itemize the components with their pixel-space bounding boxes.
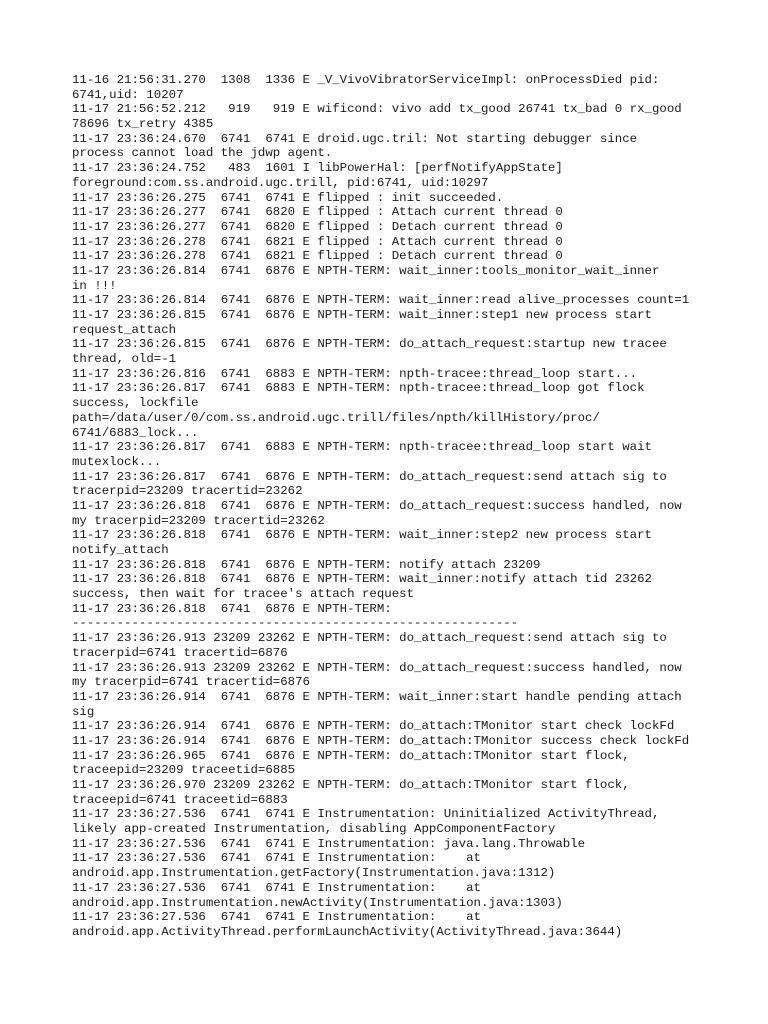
log-line: 11-17 23:36:26.277 6741 6820 E flipped : Detach current thread 0 bbox=[72, 219, 563, 234]
log-line: 6741/6883_lock... bbox=[72, 425, 199, 440]
log-line: tracerpid=23209 tracertid=23262 bbox=[72, 484, 303, 499]
log-line: notify_attach bbox=[72, 543, 169, 557]
log-line: thread, old=-1 bbox=[72, 352, 177, 367]
log-line: tracerpid=6741 tracertid=6876 bbox=[72, 645, 288, 660]
log-line: 11-17 23:36:27.536 6741 6741 E Instrumentation: at bbox=[72, 851, 481, 866]
log-line: 11-17 23:36:26.817 6741 6883 E NPTH-TERM: npth-tracee:thread_loop got flock bbox=[72, 381, 645, 396]
log-line: 11-17 23:36:24.752 483 1601 I libPowerHal: [perfNotifyAppState] bbox=[72, 161, 563, 176]
log-line: 11-17 23:36:26.965 6741 6876 E NPTH-TERM: do_attach:TMonitor start flock, bbox=[72, 748, 630, 763]
log-line: my tracerpid=23209 tracertid=23262 bbox=[72, 513, 325, 528]
log-line: 78696 tx_retry 4385 bbox=[72, 117, 214, 132]
log-line: 11-17 23:36:26.817 6741 6883 E NPTH-TERM: npth-tracee:thread_loop start wait bbox=[72, 440, 652, 455]
log-line: 11-17 23:36:26.815 6741 6876 E NPTH-TERM: wait_inner:step1 new process start bbox=[72, 308, 652, 322]
log-line: 11-17 23:36:27.536 6741 6741 E Instrumentation: at bbox=[72, 910, 481, 925]
log-line: likely app-created Instrumentation, disabling AppComponentFactory bbox=[72, 822, 556, 837]
log-line: android.app.ActivityThread.performLaunchActivity(ActivityThread.java:3644) bbox=[72, 924, 623, 939]
log-line: success, lockfile bbox=[72, 396, 199, 411]
log-line: android.app.Instrumentation.getFactory(Instrumentation.java:1312) bbox=[72, 866, 556, 881]
log-line: 11-17 23:36:27.536 6741 6741 E Instrumentation: at bbox=[72, 880, 481, 895]
log-line: process cannot load the jdwp agent. bbox=[72, 146, 333, 161]
log-line: android.app.Instrumentation.newActivity(Instrumentation.java:1303) bbox=[72, 895, 563, 910]
log-line: 11-17 23:36:26.818 6741 6876 E NPTH-TERM: wait_inner:notify attach tid 23262 bbox=[72, 572, 652, 587]
log-line: 11-17 23:36:26.277 6741 6820 E flipped : Attach current thread 0 bbox=[72, 205, 563, 220]
log-line: my tracerpid=6741 tracertid=6876 bbox=[72, 675, 310, 690]
log-line: 11-17 23:36:26.814 6741 6876 E NPTH-TERM: wait_inner:read alive_processes count=1 bbox=[72, 293, 690, 308]
log-line: 6741,uid: 10207 bbox=[72, 87, 184, 102]
log-line: 11-17 23:36:26.913 23209 23262 E NPTH-TERM: do_attach_request:success handled, now bbox=[72, 660, 682, 675]
log-line: success, then wait for tracee's attach request bbox=[72, 587, 415, 602]
log-line: 11-17 23:36:26.275 6741 6741 E flipped : init succeeded. bbox=[72, 190, 504, 205]
log-line: 11-17 23:36:26.814 6741 6876 E NPTH-TERM: wait_inner:tools_monitor_wait_inner bbox=[72, 263, 660, 278]
log-line: 11-16 21:56:31.270 1308 1336 E _V_VivoVibratorServiceImpl: onProcessDied pid: bbox=[72, 73, 660, 87]
log-line: 11-17 23:36:27.536 6741 6741 E Instrumentation: Uninitialized ActivityThread, bbox=[72, 807, 660, 822]
log-line: request_attach bbox=[72, 322, 177, 337]
log-line: sig bbox=[72, 704, 95, 719]
log-line: 11-17 23:36:26.278 6741 6821 E flipped : Detach current thread 0 bbox=[72, 249, 563, 264]
log-line: 11-17 23:36:26.816 6741 6883 E NPTH-TERM: npth-tracee:thread_loop start... bbox=[72, 366, 638, 381]
log-line: 11-17 23:36:26.278 6741 6821 E flipped : Attach current thread 0 bbox=[72, 234, 563, 249]
log-line: 11-17 23:36:26.914 6741 6876 E NPTH-TERM: wait_inner:start handle pending attach bbox=[72, 689, 682, 704]
log-line: foreground:com.ss.android.ugc.trill, pid:6741, uid:10297 bbox=[72, 175, 489, 190]
log-line: 11-17 23:36:26.913 23209 23262 E NPTH-TERM: do_attach_request:send attach sig to bbox=[72, 631, 667, 646]
log-line: traceepid=23209 traceetid=6885 bbox=[72, 763, 296, 778]
log-line: path=/data/user/0/com.ss.android.ugc.trill/files/npth/killHistory/proc/ bbox=[72, 410, 600, 425]
log-line: 11-17 23:36:26.818 6741 6876 E NPTH-TERM: wait_inner:step2 new process start bbox=[72, 528, 652, 543]
log-line: ------------------------------------------------------------ bbox=[72, 616, 519, 631]
log-line: 11-17 23:36:26.818 6741 6876 E NPTH-TERM: do_attach_request:success handled, now bbox=[72, 498, 682, 513]
log-line: 11-17 23:36:26.914 6741 6876 E NPTH-TERM: do_attach:TMonitor start check lockFd bbox=[72, 719, 675, 734]
log-line: 11-17 21:56:52.212 919 919 E wificond: vivo add tx_good 26741 tx_bad 0 rx_good bbox=[72, 102, 682, 117]
log-line: 11-17 23:36:26.818 6741 6876 E NPTH-TERM: notify attach 23209 bbox=[72, 557, 541, 572]
log-line: 11-17 23:36:26.817 6741 6876 E NPTH-TERM: do_attach_request:send attach sig to bbox=[72, 469, 667, 484]
log-line: mutexlock... bbox=[72, 454, 162, 469]
log-line: 11-17 23:36:26.970 23209 23262 E NPTH-TERM: do_attach:TMonitor start flock, bbox=[72, 778, 630, 792]
log-text-block bbox=[72, 73, 712, 940]
log-line: 11-17 23:36:24.670 6741 6741 E droid.ugc.tril: Not starting debugger since bbox=[72, 131, 638, 146]
log-line: 11-17 23:36:26.818 6741 6876 E NPTH-TERM: bbox=[72, 601, 392, 616]
log-line: 11-17 23:36:26.815 6741 6876 E NPTH-TERM: do_attach_request:startup new tracee bbox=[72, 337, 667, 352]
log-line: traceepid=6741 traceetid=6883 bbox=[72, 792, 288, 807]
log-line: 11-17 23:36:26.914 6741 6876 E NPTH-TERM: do_attach:TMonitor success check lockFd bbox=[72, 733, 690, 748]
log-line: 11-17 23:36:27.536 6741 6741 E Instrumentation: java.lang.Throwable bbox=[72, 836, 586, 851]
log-line: in !!! bbox=[72, 278, 117, 293]
